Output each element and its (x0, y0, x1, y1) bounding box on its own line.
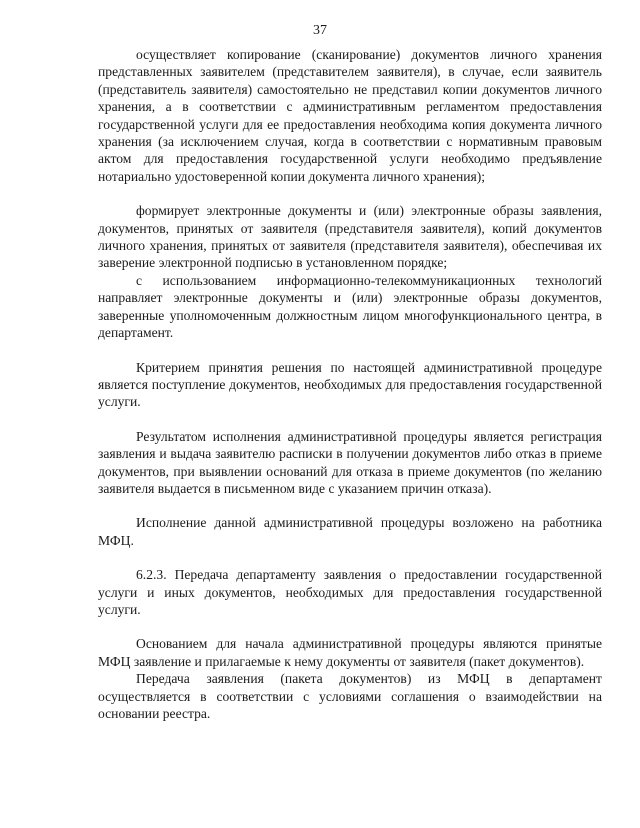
paragraph-decision-criterion: Критерием принятия решения по настоящей административной процедуре является поступление документов, необходимых для предоставления государственной услуги. (98, 359, 602, 410)
paragraph-package-transfer: Передача заявления (пакета документов) из МФЦ в департамент осуществляется в соответствии с условиями соглашения о взаимодействии на основании реестра. (98, 671, 602, 721)
section-heading-6-2-3: 6.2.3. Передача департаменту заявления о предоставлении государственной услуги и иных документов, необходимых для предоставления государственной услуги. (98, 567, 602, 617)
paragraph-procedure-basis: Основанием для начала административной процедуры являются принятые МФЦ заявление и прилагаемые к нему документы от заявителя (пакет документов). (98, 636, 602, 669)
document-body (98, 46, 602, 722)
page-number: 37 (313, 23, 327, 38)
paragraph-forming-electronic-docs: формирует электронные документы и (или) электронные образы заявления, документов, принятых от заявителя (представителя заявителя), копий документов личного хранения, принятых от заявителя (представителя заявителя), обеспечивая их заверение электронной подписью в установленном порядке; (98, 203, 602, 271)
paragraph-procedure-result: Результатом исполнения административной процедуры является регистрация заявления и выдача заявителю расписки в получении документов либо отказ в приеме документов, при выявлении оснований для отказа в приеме документов (по желанию заявителя выдается в письменном виде с указанием причин отказа). (98, 428, 602, 496)
paragraph-copying: осуществляет копирование (сканирование) документов личного хранения представленных заявителем (представителем заявителя), в случае, если заявитель (представитель заявителя) самостоятельно не представил копии документов личного хранения, а в соответствии с административным регламентом предоставления государственной услуги для ее предоставления необходима копия документа личного хранения (за исключением случая, когда в соответствии с нормативным правовым актом для предоставления государственной услуги необходимо предъявление нотариально удостоверенной копии документа личного хранения); (98, 47, 602, 184)
paragraph-responsible-worker: Исполнение данной административной процедуры возложено на работника МФЦ. (98, 515, 602, 548)
paragraph-sending-to-department: с использованием информационно-телекоммуникационных технологий направляет электронные документы и (или) электронные образы документов, заверенные уполномоченным должностным лицом многофункционального центра, в департамент. (98, 272, 602, 341)
